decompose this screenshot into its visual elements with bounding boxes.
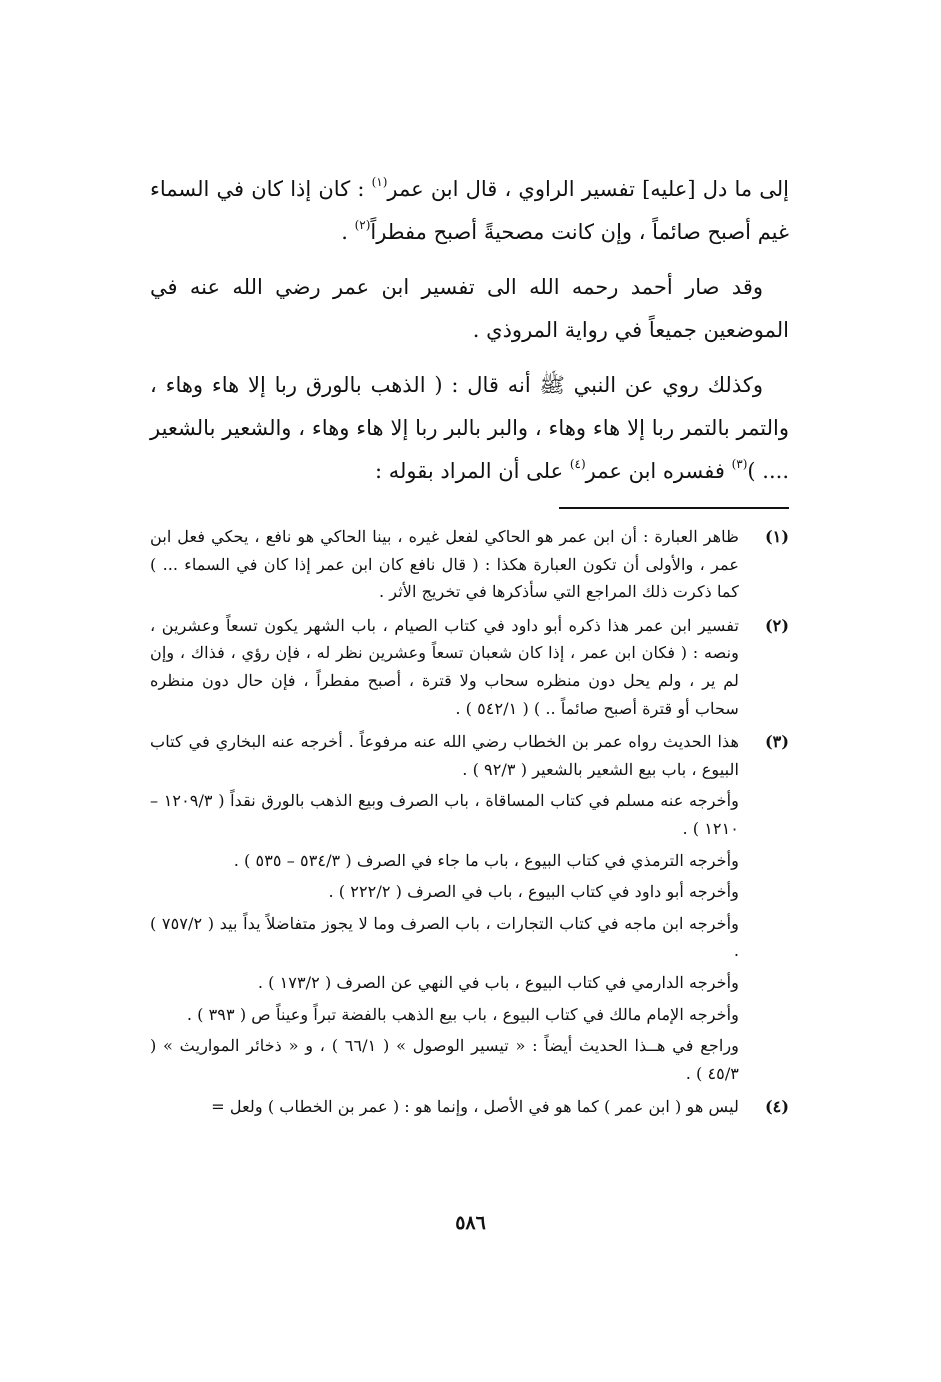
footnote-paragraph: تفسير ابن عمر هذا ذكره أبو داود في كتاب الصيام ، باب الشهر يكون تسعاً وعشرين ، ونصه : ( فكان ابن عمر ، إذا كان شعبان تسعاً وعشرين نظر له ، فإن رؤي ، فذاك ، وإن لم ير ، ولم يحل دون منظره سحاب ولا قترة ، أصبح مفطراً ، فإن حال دون منظره سحاب أو قترة أصبح صائماً .. ) ( ٥٤٢/١ ) . bbox=[150, 615, 739, 718]
footnote-body bbox=[150, 612, 739, 726]
main-text bbox=[150, 168, 789, 493]
footnotes bbox=[150, 523, 789, 1125]
paragraph-1-text-b: : كان إذا كان في السماء غيم أصبح صائماً ، وإن كانت مصحيةً أصبح مفطراً bbox=[150, 177, 789, 244]
footnote-paragraph: وأخرجه ابن ماجه في كتاب التجارات ، باب الصرف وما لا يجوز متفاضلاً يداً بيد ( ٧٥٧/٢ ) . bbox=[150, 913, 739, 961]
footnote-number: (٤) bbox=[764, 1097, 789, 1117]
footnote-paragraph: هذا الحديث رواه عمر بن الخطاب رضي الله عنه مرفوعاً . أخرجه عنه البخاري في كتاب البيوع ، باب بيع الشعير بالشعير ( ٩٢/٣ ) . bbox=[150, 732, 739, 779]
page-number: ٥٨٦ bbox=[455, 1212, 486, 1234]
footnote-number: (٣) bbox=[764, 732, 789, 752]
paragraph-1 bbox=[150, 168, 789, 254]
paragraph-1-text-c: . bbox=[341, 220, 355, 244]
footnote-separator bbox=[559, 507, 789, 509]
footnote-paragraph: ظاهر العبارة : أن ابن عمر هو الحاكي لفعل غيره ، بينا الحاكي هو نافع ، يحكي فعل ابن عمر ، والأولى أن تكون العبارة هكذا : ( قال نافع كان ابن عمر إذا كان في السماء ... ) كما ذكرت ذلك المراجع التي سأذكرها في تخريج الأثر . bbox=[150, 527, 739, 602]
footnote-ref-4: (٤) bbox=[569, 457, 586, 471]
footnote-paragraph: وراجع في هــذا الحديث أيضاً : « تيسير الوصول » ( ٦٦/١ ) ، و « ذخائر المواريث » ( ٤٥/٣ ) . bbox=[150, 1036, 740, 1083]
footnote-1 bbox=[150, 523, 789, 610]
footnote-ref-1: (١) bbox=[371, 175, 388, 189]
footnote-4 bbox=[150, 1093, 789, 1125]
footnote-paragraph: ليس هو ( ابن عمر ) كما هو في الأصل ، وإنما هو : ( عمر بن الخطاب ) ولعل = bbox=[211, 1097, 739, 1117]
paragraph-3-text-b: ففسره ابن عمر bbox=[585, 459, 732, 483]
footnote-paragraph: وأخرجه أبو داود في كتاب البيوع ، باب في الصرف ( ٢٢٢/٢ ) . bbox=[328, 882, 739, 902]
paragraph-3 bbox=[150, 364, 789, 493]
footnote-body bbox=[150, 1093, 739, 1125]
footnote-paragraph: وأخرجه الترمذي في كتاب البيوع ، باب ما جاء في الصرف ( ٥٣٤/٣ – ٥٣٥ ) . bbox=[233, 850, 739, 870]
paragraph-1-text-a: إلى ما دل [عليه] تفسير الراوي ، قال ابن عمر bbox=[387, 177, 789, 201]
footnote-2 bbox=[150, 612, 789, 726]
paragraph-2: وقد صار أحمد رحمه الله الى تفسير ابن عمر رضي الله عنه في الموضعين جميعاً في رواية المروذي . bbox=[150, 275, 789, 342]
footnote-body bbox=[150, 728, 739, 1091]
footnote-3 bbox=[150, 728, 789, 1091]
footnote-number: (١) bbox=[764, 527, 789, 546]
paragraph-3-text-a: وكذلك روي عن النبي ﷺ أنه قال : ( الذهب بالورق ربا إلا هاء وهاء ، والتمر بالتمر ربا إلا هاء وهاء ، والبر بالبر ربا إلا هاء وهاء ، والشعير بالشعير .... ) bbox=[150, 373, 789, 483]
footnote-number: (٢) bbox=[764, 615, 789, 635]
footnote-ref-3: (٣) bbox=[731, 457, 748, 471]
footnote-body bbox=[150, 523, 739, 610]
footnote-ref-2: (٢) bbox=[354, 218, 371, 232]
footnote-paragraph: وأخرجه عنه مسلم في كتاب المساقاة ، باب الصرف وبيع الذهب بالورق نقداً ( ١٢٠٩/٣ – ١٢١٠ ) . bbox=[150, 791, 739, 838]
footnote-paragraph: وأخرجه الدارمي في كتاب البيوع ، باب في النهي عن الصرف ( ١٧٣/٢ ) . bbox=[257, 972, 739, 992]
footnote-paragraph: وأخرجه الإمام مالك في كتاب البيوع ، باب بيع الذهب بالفضة تبراً وعيناً ص ( ٣٩٣ ) . bbox=[186, 1004, 739, 1024]
paragraph-3-text-c: على أن المراد بقوله : bbox=[375, 459, 570, 483]
